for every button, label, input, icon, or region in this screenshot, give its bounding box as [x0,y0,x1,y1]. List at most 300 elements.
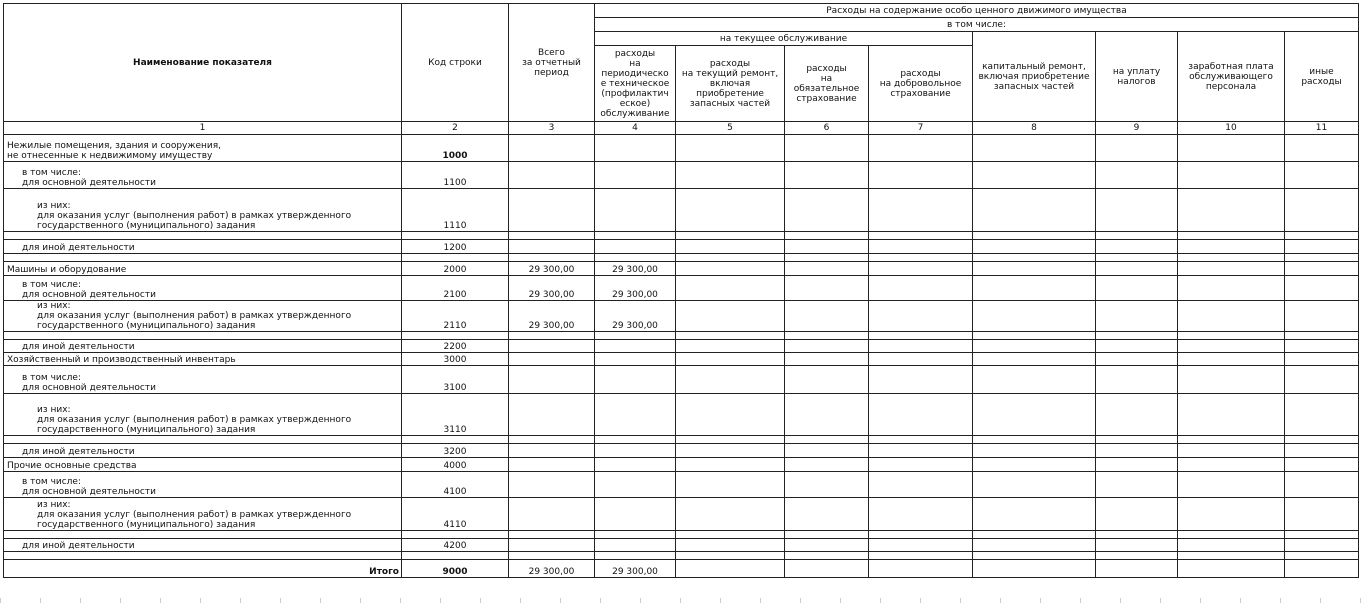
spacer-row [4,552,1359,560]
cell-c9[interactable] [1096,472,1178,498]
table-row [4,353,1359,366]
header-current-service: на текущее обслуживание [595,32,973,46]
cell-c4[interactable] [595,458,676,472]
row-name: для иной деятельности [4,539,402,552]
cell-total[interactable] [509,189,595,232]
cell-c7[interactable] [869,560,973,578]
cell-c11[interactable] [1285,162,1359,189]
cell-c11[interactable] [1285,366,1359,394]
column-number: 6 [785,122,869,135]
column-number: 4 [595,122,676,135]
spacer-cell [676,552,785,560]
cell-c5[interactable] [676,301,785,332]
header-code: Код строки [402,4,509,122]
cell-c4[interactable] [595,539,676,552]
spacer-cell [973,436,1096,444]
cell-c4[interactable]: 29 300,00 [595,560,676,578]
column-number: 5 [676,122,785,135]
cell-c11[interactable] [1285,353,1359,366]
table-row [4,560,1359,578]
table-row [4,162,1359,189]
column-number: 2 [402,122,509,135]
cell-c9[interactable] [1096,539,1178,552]
cell-c6[interactable] [785,539,869,552]
spacer-cell [869,552,973,560]
spacer-cell [509,552,595,560]
cell-c7[interactable] [869,458,973,472]
cell-c9[interactable] [1096,444,1178,458]
cell-c7[interactable] [869,444,973,458]
spacer-cell [595,254,676,262]
table-row [4,458,1359,472]
row-name: в том числе: для основной деятельности [4,366,402,394]
cell-total[interactable] [509,366,595,394]
spacer-cell [4,552,402,560]
cell-c10[interactable] [1178,458,1285,472]
cell-c7[interactable] [869,301,973,332]
spacer-cell [1178,254,1285,262]
cell-total[interactable] [509,498,595,531]
cell-c4[interactable] [595,135,676,162]
spacer-cell [1178,332,1285,340]
table-row [4,340,1359,353]
spacer-cell [1285,436,1359,444]
cell-c10[interactable] [1178,366,1285,394]
cell-c5[interactable] [676,458,785,472]
spacer-cell [509,232,595,240]
spacer-cell [1178,436,1285,444]
row-name: для иной деятельности [4,444,402,458]
spacer-cell [1096,332,1178,340]
cell-c5[interactable] [676,539,785,552]
cell-c5[interactable] [676,353,785,366]
cell-c8[interactable] [973,366,1096,394]
cell-total[interactable] [509,472,595,498]
spacer-cell [973,232,1096,240]
cell-c10[interactable] [1178,189,1285,232]
spacer-cell [402,436,509,444]
spacer-cell [1285,254,1359,262]
cell-c11[interactable] [1285,539,1359,552]
cell-c5[interactable] [676,340,785,353]
cell-c4[interactable] [595,353,676,366]
spacer-cell [1178,552,1285,560]
cell-c10[interactable] [1178,472,1285,498]
spacer-cell [1285,552,1359,560]
column-number: 7 [869,122,973,135]
cell-c5[interactable] [676,262,785,276]
spacer-row [4,332,1359,340]
cell-c7[interactable] [869,262,973,276]
cell-c4[interactable] [595,162,676,189]
cell-c8[interactable] [973,560,1096,578]
cell-c7[interactable] [869,539,973,552]
cell-c8[interactable] [973,394,1096,436]
spacer-cell [676,232,785,240]
cell-c6[interactable] [785,458,869,472]
cell-c9[interactable] [1096,162,1178,189]
cell-c11[interactable] [1285,472,1359,498]
cell-c10[interactable] [1178,276,1285,301]
row-name: из них: для оказания услуг (выполнения работ) в рамках утвержденного государственного (муниципального) задания [4,394,402,436]
row-code: 9000 [402,560,509,578]
cell-c8[interactable] [973,135,1096,162]
cell-c5[interactable] [676,240,785,254]
cell-c6[interactable] [785,560,869,578]
row-code: 3200 [402,444,509,458]
spacer-cell [509,254,595,262]
spacer-cell [869,436,973,444]
cell-c4[interactable] [595,498,676,531]
spacer-cell [1178,531,1285,539]
spacer-cell [973,552,1096,560]
table-row [4,366,1359,394]
cell-c11[interactable] [1285,340,1359,353]
cell-total[interactable] [509,240,595,254]
cell-c5[interactable] [676,189,785,232]
cell-c6[interactable] [785,340,869,353]
cell-c11[interactable] [1285,276,1359,301]
row-code: 4110 [402,498,509,531]
cell-c5[interactable] [676,366,785,394]
spacer-row [4,531,1359,539]
cell-total[interactable]: 29 300,00 [509,262,595,276]
spacer-cell [402,332,509,340]
spacer-cell [595,436,676,444]
cell-c6[interactable] [785,444,869,458]
cell-c9[interactable] [1096,189,1178,232]
cell-total[interactable]: 29 300,00 [509,301,595,332]
cell-total[interactable] [509,340,595,353]
cell-c11[interactable] [1285,262,1359,276]
spacer-cell [4,436,402,444]
cell-c7[interactable] [869,340,973,353]
spacer-cell [869,531,973,539]
column-number: 8 [973,122,1096,135]
cell-c4[interactable] [595,472,676,498]
table-row [4,240,1359,254]
cell-c8[interactable] [973,539,1096,552]
row-name: из них: для оказания услуг (выполнения работ) в рамках утвержденного государственного (муниципального) задания [4,498,402,531]
column-number: 3 [509,122,595,135]
cell-c5[interactable] [676,472,785,498]
cell-c7[interactable] [869,276,973,301]
spacer-cell [4,254,402,262]
spacer-cell [595,531,676,539]
cell-c7[interactable] [869,353,973,366]
cell-c6[interactable] [785,394,869,436]
row-code: 2200 [402,340,509,353]
row-code: 3100 [402,366,509,394]
cell-c6[interactable] [785,262,869,276]
table-row [4,394,1359,436]
row-name: Нежилые помещения, здания и сооружения, не отнесенные к недвижимому имуществу [4,135,402,162]
spacer-cell [402,531,509,539]
cell-c4[interactable]: 29 300,00 [595,301,676,332]
cell-c4[interactable]: 29 300,00 [595,262,676,276]
cell-c8[interactable] [973,472,1096,498]
table-row [4,472,1359,498]
cell-c4[interactable] [595,240,676,254]
spacer-row [4,232,1359,240]
cell-c11[interactable] [1285,498,1359,531]
row-name: для иной деятельности [4,340,402,353]
spacer-cell [4,232,402,240]
row-code: 1000 [402,135,509,162]
cell-c8[interactable] [973,162,1096,189]
row-code: 3110 [402,394,509,436]
cell-total[interactable] [509,394,595,436]
spacer-cell [4,531,402,539]
cell-c9[interactable] [1096,353,1178,366]
cell-c10[interactable] [1178,560,1285,578]
row-name: Прочие основные средства [4,458,402,472]
cell-c4[interactable] [595,189,676,232]
spacer-cell [402,232,509,240]
row-name: Хозяйственный и производственный инвентарь [4,353,402,366]
cell-c9[interactable] [1096,366,1178,394]
spacer-cell [402,254,509,262]
cell-c4[interactable] [595,340,676,353]
cell-c9[interactable] [1096,560,1178,578]
row-code: 2000 [402,262,509,276]
cell-total[interactable] [509,539,595,552]
header-c7: расходы на добровольное страхование [869,46,973,122]
spacer-cell [676,254,785,262]
cell-c9[interactable] [1096,240,1178,254]
spacer-row [4,254,1359,262]
cell-c8[interactable] [973,498,1096,531]
cell-c6[interactable] [785,240,869,254]
row-code: 4100 [402,472,509,498]
cell-c8[interactable] [973,189,1096,232]
spacer-cell [676,436,785,444]
column-number: 11 [1285,122,1359,135]
cell-c4[interactable] [595,366,676,394]
row-code: 2100 [402,276,509,301]
cell-c6[interactable] [785,472,869,498]
header-total: Всего за отчетный период [509,4,595,122]
cell-c7[interactable] [869,135,973,162]
cell-total[interactable]: 29 300,00 [509,276,595,301]
cell-c5[interactable] [676,560,785,578]
cell-c10[interactable] [1178,301,1285,332]
cell-c10[interactable] [1178,539,1285,552]
spacer-cell [785,552,869,560]
table-row [4,498,1359,531]
cell-c11[interactable] [1285,301,1359,332]
cell-c9[interactable] [1096,135,1178,162]
table-row [4,539,1359,552]
row-name: в том числе: для основной деятельности [4,472,402,498]
spacer-cell [509,332,595,340]
cell-c9[interactable] [1096,276,1178,301]
header-c8: капитальный ремонт, включая приобретение запасных частей [973,32,1096,122]
cell-c8[interactable] [973,276,1096,301]
cell-c10[interactable] [1178,240,1285,254]
cell-c6[interactable] [785,276,869,301]
spacer-cell [785,436,869,444]
cell-c11[interactable] [1285,444,1359,458]
spacer-cell [509,531,595,539]
cell-c9[interactable] [1096,394,1178,436]
header-name: Наименование показателя [4,4,402,122]
cell-c11[interactable] [1285,240,1359,254]
cell-c8[interactable] [973,240,1096,254]
cell-c6[interactable] [785,162,869,189]
row-code: 4000 [402,458,509,472]
spacer-cell [973,254,1096,262]
row-code: 1200 [402,240,509,254]
column-number: 1 [4,122,402,135]
cell-c10[interactable] [1178,340,1285,353]
cell-total[interactable] [509,353,595,366]
cell-c6[interactable] [785,301,869,332]
spacer-cell [785,232,869,240]
cell-c7[interactable] [869,366,973,394]
cell-c10[interactable] [1178,262,1285,276]
row-code: 1110 [402,189,509,232]
header-c9: на уплату налогов [1096,32,1178,122]
cell-c9[interactable] [1096,262,1178,276]
table-row [4,444,1359,458]
cell-c9[interactable] [1096,458,1178,472]
cell-c5[interactable] [676,498,785,531]
spacer-cell [869,254,973,262]
spacer-cell [1096,531,1178,539]
cell-c5[interactable] [676,276,785,301]
row-code: 2110 [402,301,509,332]
cell-c11[interactable] [1285,560,1359,578]
cell-c10[interactable] [1178,353,1285,366]
table-row [4,189,1359,232]
cell-c6[interactable] [785,353,869,366]
spacer-cell [402,552,509,560]
header-c10: заработная плата обслуживающего персонала [1178,32,1285,122]
cell-total[interactable] [509,444,595,458]
cell-c7[interactable] [869,498,973,531]
cell-c7[interactable] [869,189,973,232]
spacer-cell [1096,436,1178,444]
cell-c5[interactable] [676,394,785,436]
spacer-cell [509,436,595,444]
spacer-cell [595,332,676,340]
cell-c10[interactable] [1178,135,1285,162]
spacer-cell [869,332,973,340]
table-row [4,135,1359,162]
header-c11: иные расходы [1285,32,1359,122]
cell-c9[interactable] [1096,340,1178,353]
cell-c11[interactable] [1285,394,1359,436]
table-row [4,301,1359,332]
cell-c7[interactable] [869,162,973,189]
column-number: 9 [1096,122,1178,135]
spacer-cell [785,254,869,262]
cell-c7[interactable] [869,394,973,436]
cell-c10[interactable] [1178,162,1285,189]
row-name: из них: для оказания услуг (выполнения работ) в рамках утвержденного государственного (муниципального) задания [4,301,402,332]
cell-c8[interactable] [973,262,1096,276]
table-row [4,276,1359,301]
cell-total[interactable] [509,458,595,472]
spacer-cell [973,531,1096,539]
row-name: Машины и оборудование [4,262,402,276]
column-numbers-row [4,122,1359,135]
spacer-cell [1285,332,1359,340]
row-name: Итого [4,560,402,578]
spacer-cell [1096,552,1178,560]
cell-total[interactable]: 29 300,00 [509,560,595,578]
column-number: 10 [1178,122,1285,135]
spacer-cell [973,332,1096,340]
spacer-cell [595,552,676,560]
spacer-cell [1096,232,1178,240]
spacer-cell [4,332,402,340]
cell-c5[interactable] [676,162,785,189]
header-including: в том числе: [595,18,1359,32]
cell-c8[interactable] [973,444,1096,458]
spacer-cell [1285,232,1359,240]
cell-c5[interactable] [676,135,785,162]
sheet-grid-edge [0,598,1362,603]
header-c4: расходы на периодическо е техническое (профилактич еское) обслуживание [595,46,676,122]
header-c6: расходы на обязательное страхование [785,46,869,122]
cell-c9[interactable] [1096,301,1178,332]
cell-c11[interactable] [1285,135,1359,162]
cell-c10[interactable] [1178,394,1285,436]
cell-c10[interactable] [1178,444,1285,458]
cell-c4[interactable] [595,444,676,458]
spacer-cell [595,232,676,240]
cell-c7[interactable] [869,240,973,254]
table-row [4,262,1359,276]
row-name: в том числе: для основной деятельности [4,162,402,189]
header-c5: расходы на текущий ремонт, включая приобретение запасных частей [676,46,785,122]
cell-c8[interactable] [973,458,1096,472]
cell-c4[interactable] [595,394,676,436]
expenses-table [3,3,1359,578]
cell-c5[interactable] [676,444,785,458]
row-name: для иной деятельности [4,240,402,254]
header-group-title: Расходы на содержание особо ценного движимого имущества [595,4,1359,18]
spacer-cell [785,332,869,340]
spacer-cell [869,232,973,240]
cell-c7[interactable] [869,472,973,498]
spacer-cell [676,332,785,340]
cell-total[interactable] [509,135,595,162]
cell-c8[interactable] [973,353,1096,366]
cell-c8[interactable] [973,340,1096,353]
cell-c6[interactable] [785,498,869,531]
cell-total[interactable] [509,162,595,189]
cell-c6[interactable] [785,366,869,394]
spacer-row [4,436,1359,444]
cell-c8[interactable] [973,301,1096,332]
row-name: из них: для оказания услуг (выполнения работ) в рамках утвержденного государственного (муниципального) задания [4,189,402,232]
row-code: 4200 [402,539,509,552]
row-code: 1100 [402,162,509,189]
spacer-cell [1285,531,1359,539]
cell-c6[interactable] [785,189,869,232]
cell-c11[interactable] [1285,458,1359,472]
spacer-cell [676,531,785,539]
cell-c6[interactable] [785,135,869,162]
cell-c4[interactable]: 29 300,00 [595,276,676,301]
cell-c9[interactable] [1096,498,1178,531]
spacer-cell [785,531,869,539]
cell-c10[interactable] [1178,498,1285,531]
cell-c11[interactable] [1285,189,1359,232]
